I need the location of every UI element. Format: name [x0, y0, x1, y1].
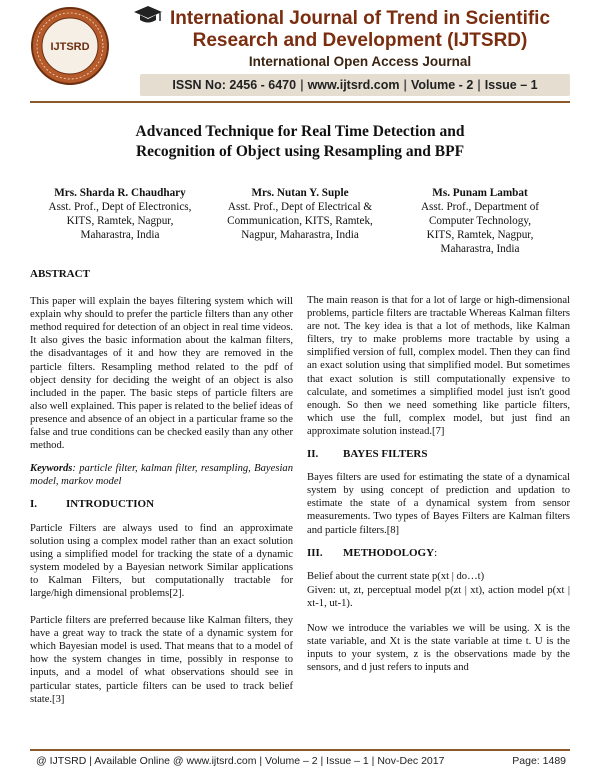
- intro-paragraph-1: Particle Filters are always used to find an approximate solution using a complex model rather than an exact solution using a simplified model for tracking the state of a dynamic system modeled by a Bayesian network Similar applications to Kalman Filters, but computationally tractable for large/high dimensional problems[2].: [30, 522, 293, 599]
- abstract-heading: ABSTRACT: [30, 268, 90, 280]
- section-heading-method: [307, 547, 570, 560]
- issue: Issue – 1: [484, 78, 538, 92]
- keywords: [30, 462, 293, 488]
- method-belief: Belief about the current state p(xt | do…t): [307, 570, 485, 582]
- author-name: Ms. Punam Lambat: [432, 187, 528, 199]
- page-footer: [30, 752, 570, 770]
- section-number: II.: [307, 448, 319, 461]
- section-title: INTRODUCTION: [66, 498, 155, 511]
- intro-paragraph-3: The main reason is that for a lot of large or high-dimensional problems, particle filters are tractable Whereas Kalman filters are not. The key idea is that a lot of methods, like Kalman filters, try to make problems more tractable by using a simplified version of full, complex model. Then they can find an exact solution using that simplified model. But sometimes that exact solution is still computationally expensive to calculate, and sometimes a simplified model just isn't good enough. So then we need something like particle filters, which use the full, complex model, but just find an approximate solution instead.[7]: [307, 295, 570, 437]
- section-title: METHODOLOGY: [343, 546, 435, 559]
- author-2: [220, 186, 380, 242]
- author-name: Mrs. Sharda R. Chaudhary: [54, 187, 186, 199]
- journal-title: [150, 8, 570, 52]
- author-affiliation: Asst. Prof., Department of Computer Technology, KITS, Ramtek, Nagpur, Maharastra, India: [420, 201, 540, 255]
- section-heading-bayes: [307, 448, 570, 461]
- author-3: [405, 186, 555, 256]
- footer-citation: @ IJTSRD | Available Online @ www.ijtsrd.com | Volume – 2 | Issue – 1 | Nov-Dec 2017: [36, 755, 445, 767]
- author-affiliation: Asst. Prof., Dept of Electronics, KITS, Ramtek, Nagpur, Maharastra, India: [48, 201, 192, 241]
- section-heading-intro: [30, 498, 293, 511]
- keywords-label: Keywords: [30, 463, 73, 475]
- author-affiliation: Asst. Prof., Dept of Electrical & Communication, KITS, Ramtek, Nagpur, Maharastra, India: [227, 201, 373, 241]
- journal-header: [0, 0, 600, 104]
- paper-title: [60, 122, 540, 162]
- method-variables: Now we introduce the variables we will be using. X is the state variable, and Xt is the state variable at time t. U is the inputs to your system, z is the observations made by the sensors, and d just refers to inputs and: [307, 622, 570, 674]
- open-access-label: International Open Access Journal: [248, 54, 472, 69]
- footer-divider: [30, 749, 570, 751]
- issn: ISSN No: 2456 - 6470: [172, 78, 297, 92]
- journal-title-line2: Research and Development (IJTSRD): [192, 30, 528, 51]
- bayes-paragraph: Bayes filters are used for estimating the state of a dynamical system by using concept of prediction and updation to estimate the state of a dynamical system from sensor measurements. Two types of Bayes Filters are Kalman filters and particle filters.[8]: [307, 472, 570, 536]
- intro-paragraph-2: Particle filters are preferred because like Kalman filters, they have a great way to track the state of a dynamic system for which Bayesian model is used. That means that to a model of how the system changes in time, possibly in response to inputs, and a model of what observations should see in particular states, particle filters can be used to track belief state.[3]: [30, 615, 293, 705]
- logo-text: IJTSRD: [50, 41, 90, 53]
- section-title-colon: :: [434, 546, 438, 559]
- journal-logo: [30, 6, 110, 86]
- page-number: Page: 1489: [512, 755, 566, 767]
- section-title: BAYES FILTERS: [343, 448, 428, 461]
- left-column: [30, 268, 293, 712]
- website-link[interactable]: www.ijtsrd.com: [307, 78, 400, 92]
- abstract-text: This paper will explain the bayes filtering system which will explain why should to prefer the particle filters than any other method required for detection of an object in real time videos. It also gives the basic information about the kalman filters, the disadvantages of it and how they are removed in the particle filters. Resampling method related to the pdf of object density for deciding the weight of an object is also included in the paper. The basic steps of particle filters are also well explained. This paper is related to the belief ideas of presence and absence of an object in a particular frame so the false and true conditions can be checked easily than any other method.: [30, 296, 293, 452]
- keywords-text: : particle filter, kalman filter, resampling, Bayesian model, markov model: [30, 463, 293, 488]
- section-number: III.: [307, 546, 323, 559]
- journal-title-line1: International Journal of Trend in Scientific: [169, 8, 551, 29]
- paper-title-line2: Recognition of Object using Resampling and BPF: [135, 143, 465, 160]
- header-divider: [30, 101, 570, 103]
- author-name: Mrs. Nutan Y. Suple: [251, 187, 349, 199]
- author-1: [40, 186, 200, 242]
- section-number: I.: [30, 498, 38, 511]
- paper-title-line1: Advanced Technique for Real Time Detection and: [135, 123, 465, 140]
- method-given: Given: ut, zt, perceptual model p(zt | xt), action model p(xt | xt-1, ut-1).: [307, 584, 570, 609]
- journal-info-bar: ISSN No: 2456 - 6470 | www.ijtsrd.com | Volume - 2 | Issue – 1: [140, 74, 570, 96]
- volume: Volume - 2: [410, 78, 474, 92]
- right-column: [307, 294, 570, 680]
